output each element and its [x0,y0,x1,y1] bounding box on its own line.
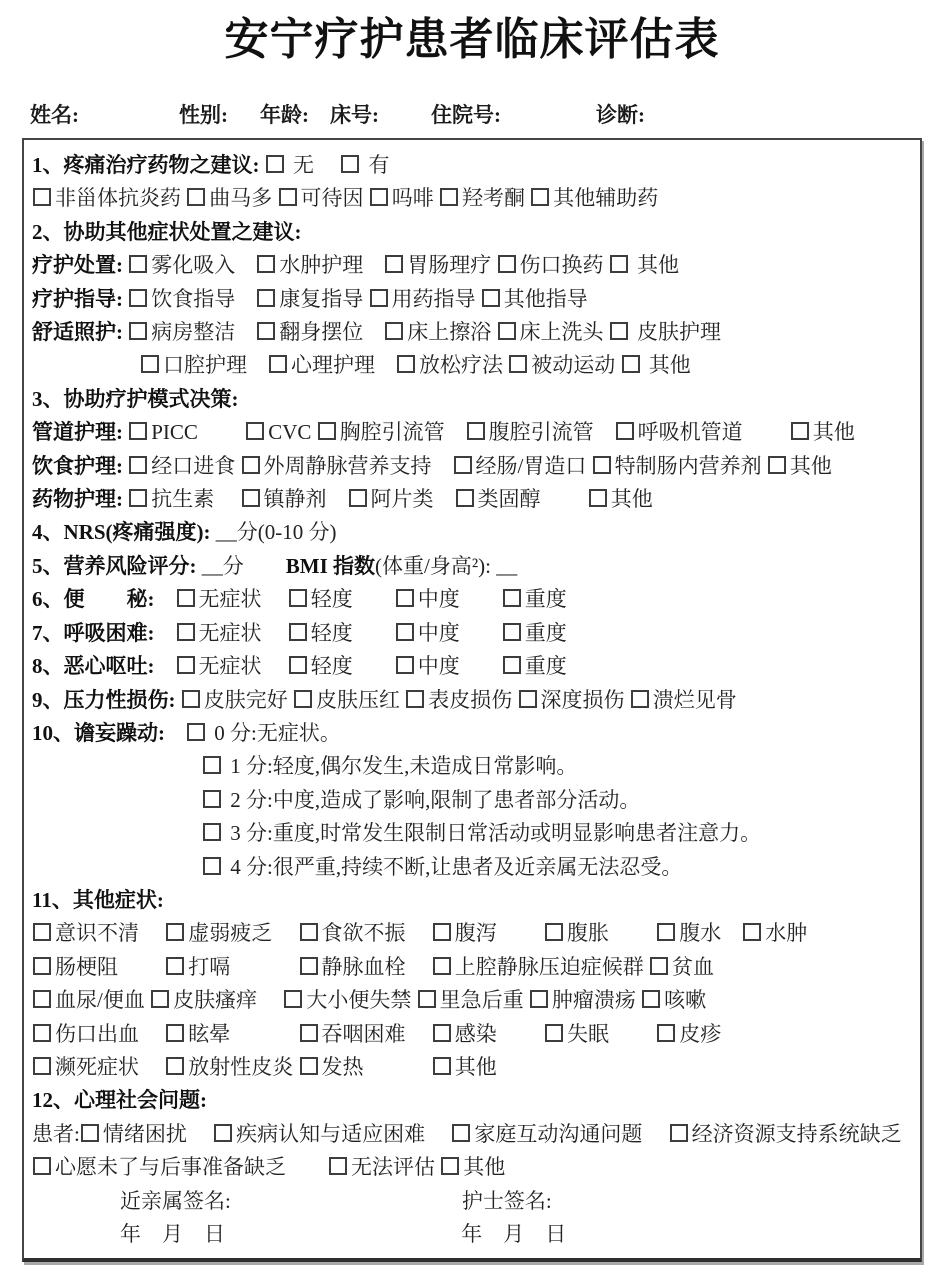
checkbox[interactable] [182,690,200,708]
field-text: 皮肤完好 皮肤压红 表皮损伤 深度损伤 溃烂见骨 [176,688,737,712]
checkbox[interactable] [242,456,260,474]
form-line [32,1118,912,1151]
checkbox[interactable] [33,188,51,206]
form-line [32,784,912,817]
checkbox[interactable] [300,1024,318,1042]
checkbox[interactable] [266,155,284,173]
checkbox[interactable] [610,255,628,273]
checkbox[interactable] [452,1124,470,1142]
field-text: 伤口出血 眩晕 吞咽困难 感染 失眠 皮疹 [32,1022,721,1046]
form-line [32,316,912,349]
checkbox[interactable] [433,1024,451,1042]
field-label: 12、心理社会问题: [32,1088,207,1113]
checkbox[interactable] [289,656,307,674]
checkbox[interactable] [203,857,221,875]
checkbox[interactable] [498,255,516,273]
checkbox[interactable] [33,1057,51,1075]
checkbox[interactable] [433,923,451,941]
checkbox[interactable] [300,923,318,941]
checkbox[interactable] [406,690,424,708]
checkbox[interactable] [300,957,318,975]
form-line [32,717,912,750]
checkbox[interactable] [33,1024,51,1042]
checkbox[interactable] [318,422,336,440]
form-line [32,851,912,884]
form-line [32,1084,912,1117]
checkbox[interactable] [503,656,521,674]
patient-field-diagnosis: 诊断: [596,103,645,127]
checkbox[interactable] [129,322,147,340]
form-line [32,917,912,950]
checkbox[interactable] [610,322,628,340]
field-text: 无症状 轻度 中度 重度 [155,621,567,645]
checkbox[interactable] [166,923,184,941]
checkbox[interactable] [657,923,675,941]
field-label: 3、协助疗护模式决策: [32,386,239,411]
form-line [32,283,912,316]
checkbox[interactable] [622,355,640,373]
field-text: (体重/身高²): __ [375,553,518,578]
field-text: 经口进食 外周静脉营养支持 经肠/胃造口 特制肠内营养剂 其他 [123,454,832,478]
checkbox[interactable] [397,355,415,373]
checkbox[interactable] [269,355,287,373]
checkbox[interactable] [203,823,221,841]
field-label: 2、协助其他症状处置之建议: [32,219,302,244]
patient-field-gender: 性别: [179,103,228,127]
checkbox[interactable] [289,589,307,607]
checkbox[interactable] [456,489,474,507]
form-title: 安宁疗护患者临床评估表 [224,15,720,64]
checkbox[interactable] [441,1157,459,1175]
checkbox[interactable] [81,1124,99,1142]
checkbox[interactable] [129,255,147,273]
field-text: 1 分:轻度,偶尔发生,未造成日常影响。 [202,754,577,778]
checkbox[interactable] [284,990,302,1008]
checkbox[interactable] [743,923,761,941]
checkbox[interactable] [166,1057,184,1075]
form-line [32,984,912,1017]
checkbox[interactable] [289,623,307,641]
checkbox[interactable] [385,255,403,273]
checkbox[interactable] [129,489,147,507]
form-line [32,149,912,182]
checkbox[interactable] [370,188,388,206]
field-label: 管道护理: [32,420,123,445]
form-line [32,1218,912,1251]
form-line [32,1185,912,1218]
checkbox[interactable] [203,790,221,808]
checkbox[interactable] [631,690,649,708]
checkbox[interactable] [349,489,367,507]
checkbox[interactable] [129,422,147,440]
form-line [32,383,912,416]
field-text: 口腔护理 心理护理 放松疗法 被动运动 其他 [140,353,691,377]
field-label: 7、呼吸困难: [32,620,155,645]
checkbox[interactable] [33,923,51,941]
field-text: 患者: 情绪困扰 疾病认知与适应困难 家庭互动沟通问题 经济资源支持系统缺乏 [32,1121,902,1146]
checkbox[interactable] [214,1124,232,1142]
form-line [32,583,912,616]
checkbox[interactable] [329,1157,347,1175]
checkbox[interactable] [482,289,500,307]
checkbox[interactable] [129,289,147,307]
checkbox[interactable] [385,322,403,340]
form-line [32,249,912,282]
form-line [32,216,912,249]
checkbox[interactable] [650,957,668,975]
field-text: 无症状 轻度 中度 重度 [155,587,567,611]
form-line [32,684,912,717]
field-text: 无 有 [260,153,390,177]
field-label: 5、营养风险评分: [32,553,197,578]
field-label: 药物护理: [32,487,123,512]
field-text: 0 分:无症状。 [165,721,341,745]
field-text: 3 分:重度,时常发生限制日常活动或明显影响患者注意力。 [202,821,761,845]
checkbox[interactable] [177,589,195,607]
field-label: 8、恶心呕吐: [32,654,155,679]
checkbox[interactable] [545,923,563,941]
checkbox[interactable] [242,489,260,507]
field-label: 9、压力性损伤: [32,687,176,712]
patient-field-name: 姓名: [30,103,79,127]
field-text: 4 分:很严重,持续不断,让患者及近亲属无法忍受。 [202,855,682,879]
form-line [32,416,912,449]
checkbox[interactable] [616,422,634,440]
checkbox[interactable] [396,656,414,674]
field-text: 年 月 日 年 月 日 [120,1222,567,1246]
checkbox[interactable] [151,990,169,1008]
form-box [22,138,922,1262]
field-text: 心愿未了与后事准备缺乏 无法评估 其他 [32,1155,505,1179]
checkbox[interactable] [545,1024,563,1042]
checkbox[interactable] [370,289,388,307]
checkbox[interactable] [279,188,297,206]
form-line [32,483,912,516]
patient-field-admission: 住院号: [431,103,501,127]
field-text: 病房整洁 翻身摆位 床上擦浴 床上洗头 皮肤护理 [123,320,721,344]
checkbox[interactable] [33,990,51,1008]
form-line [32,1051,912,1084]
checkbox[interactable] [187,188,205,206]
checkbox[interactable] [791,422,809,440]
field-label: BMI 指数 [285,553,375,578]
checkbox[interactable] [418,990,436,1008]
checkbox[interactable] [768,456,786,474]
form-line [32,550,912,583]
checkbox[interactable] [257,255,275,273]
checkbox[interactable] [642,990,660,1008]
checkbox[interactable] [433,1057,451,1075]
form-line [32,817,912,850]
checkbox[interactable] [187,723,205,741]
checkbox[interactable] [166,957,184,975]
patient-info-row [0,99,944,129]
checkbox[interactable] [129,456,147,474]
checkbox[interactable] [257,322,275,340]
checkbox[interactable] [294,690,312,708]
field-text: 非甾体抗炎药 曲马多 可待因 吗啡 羟考酮 其他辅助药 [32,186,658,210]
field-label: 10、谵妄躁动: [32,720,165,745]
checkbox[interactable] [203,756,221,774]
checkbox[interactable] [341,155,359,173]
field-label: 疗护指导: [32,286,123,311]
checkbox[interactable] [177,623,195,641]
checkbox[interactable] [589,489,607,507]
checkbox[interactable] [33,1157,51,1175]
checkbox[interactable] [396,623,414,641]
checkbox[interactable] [33,957,51,975]
form-line [32,750,912,783]
field-text: 无症状 轻度 中度 重度 [155,654,567,678]
form-line [32,951,912,984]
field-text: 意识不清 虚弱疲乏 食欲不振 腹泻 腹胀 腹水 水肿 [32,921,807,945]
checkbox[interactable] [509,355,527,373]
checkbox[interactable] [503,623,521,641]
checkbox[interactable] [257,289,275,307]
checkbox[interactable] [503,589,521,607]
checkbox[interactable] [246,422,264,440]
checkbox[interactable] [300,1057,318,1075]
field-label: 4、NRS(疼痛强度): [32,520,211,545]
checkbox[interactable] [454,456,472,474]
field-text: 抗生素 镇静剂 阿片类 类固醇 其他 [123,487,653,511]
checkbox[interactable] [531,188,549,206]
checkbox[interactable] [433,957,451,975]
patient-field-age: 年龄: [260,103,309,127]
field-text: 濒死症状 放射性皮炎 发热 其他 [32,1055,497,1079]
checkbox[interactable] [530,990,548,1008]
checkbox[interactable] [141,355,159,373]
field-label: 1、疼痛治疗药物之建议: [32,153,260,177]
form-line [32,182,912,215]
field-text: PICC CVC 胸腔引流管 腹腔引流管 呼吸机管道 其他 [123,420,855,444]
checkbox[interactable] [670,1124,688,1142]
checkbox[interactable] [177,656,195,674]
checkbox[interactable] [440,188,458,206]
field-text: __分 [196,553,286,578]
checkbox[interactable] [498,322,516,340]
field-text: 雾化吸入 水肿护理 胃肠理疗 伤口换药 其他 [123,253,679,277]
checkbox[interactable] [657,1024,675,1042]
field-text: 肠梗阻 打嗝 静脉血栓 上腔静脉压迫症候群 贫血 [32,955,714,979]
checkbox[interactable] [467,422,485,440]
field-text: 血尿/便血 皮肤瘙痒 大小便失禁 里急后重 肿瘤溃疡 咳嗽 [32,988,706,1012]
field-text: 近亲属签名: 护士签名: [120,1188,552,1213]
checkbox[interactable] [519,690,537,708]
form-line [32,1151,912,1184]
checkbox[interactable] [593,456,611,474]
form-line [32,1018,912,1051]
field-label: 11、其他症状: [32,887,164,912]
form-line [32,450,912,483]
field-label: 疗护处置: [32,253,123,278]
field-label: 6、便 秘: [32,587,155,612]
form-line [32,650,912,683]
form-line [32,617,912,650]
field-text: 饮食指导 康复指导 用药指导 其他指导 [123,287,588,311]
checkbox[interactable] [166,1024,184,1042]
field-text: 2 分:中度,造成了影响,限制了患者部分活动。 [202,788,640,812]
form-line [32,349,912,382]
field-text: __分(0-10 分) [210,520,337,545]
patient-field-bed: 床号: [330,103,379,127]
field-label: 舒适照护: [32,320,123,345]
form-line [32,516,912,549]
field-label: 饮食护理: [32,453,123,478]
checkbox[interactable] [396,589,414,607]
form-line [32,884,912,917]
